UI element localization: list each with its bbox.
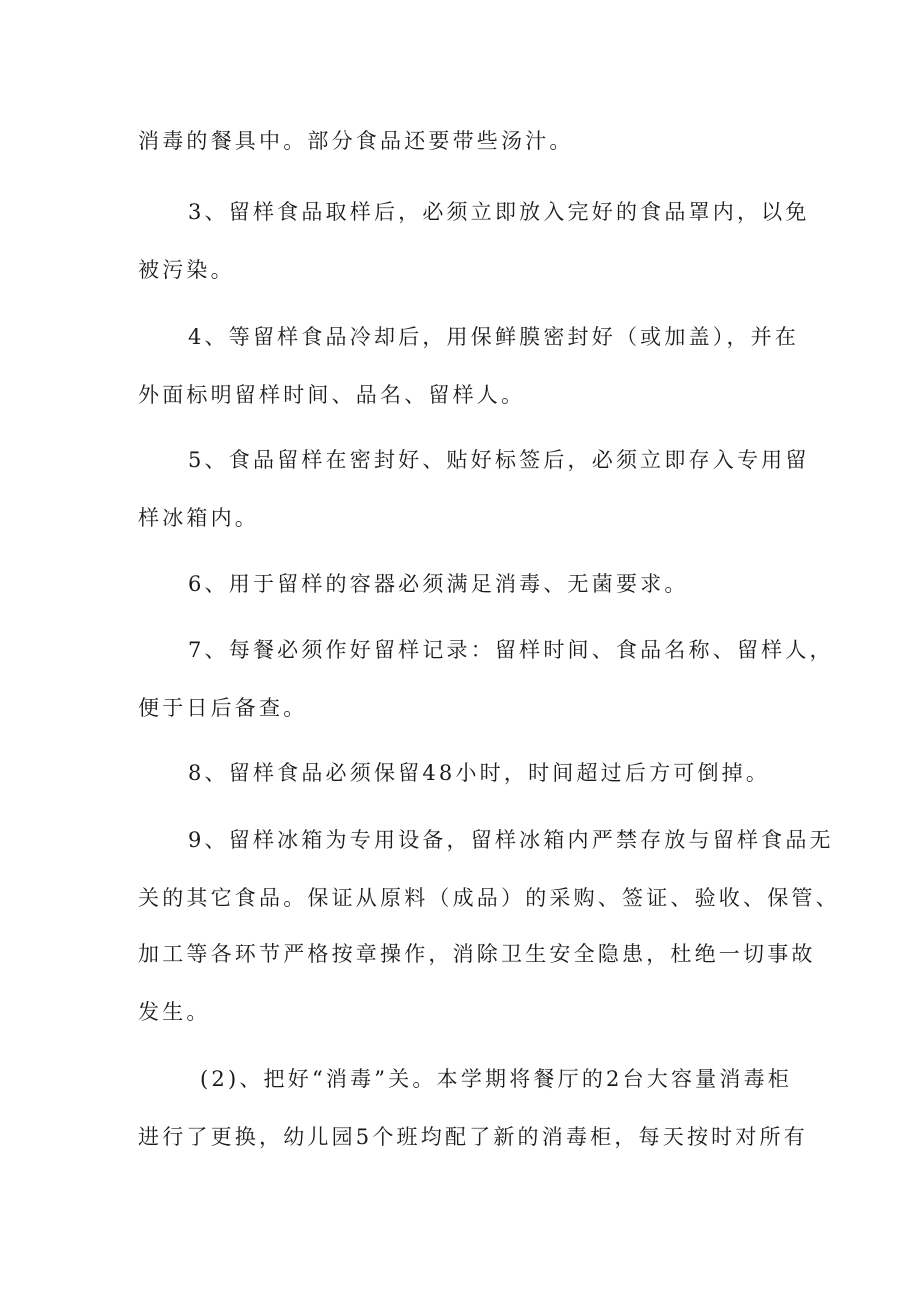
text-line: 加工等各环节严格按章操作，消除卫生安全隐患，杜绝一切事故: [138, 942, 816, 966]
text-line: 消毒的餐具中。部分食品还要带些汤汁。: [138, 129, 574, 153]
text-line: 5、食品留样在密封好、贴好标签后，必须立即存入专用留: [188, 448, 810, 472]
text-line: 样冰箱内。: [138, 506, 259, 530]
text-line: 8、留样食品必须保留48小时，时间超过后方可倒掉。: [188, 761, 771, 785]
text-line: 3、留样食品取样后，必须立即放入完好的食品罩内，以免: [188, 200, 810, 224]
text-line: 便于日后备查。: [138, 696, 308, 720]
text-line: 6、用于留样的容器必须满足消毒、无菌要求。: [188, 572, 689, 596]
text-line: 9、留样冰箱为专用设备，留样冰箱内严禁存放与留样食品无: [188, 828, 834, 852]
text-line: 被污染。: [138, 258, 235, 282]
text-line: 进行了更换，幼儿园5个班均配了新的消毒柜，每天按时对所有: [138, 1125, 808, 1149]
text-line: 外面标明留样时间、品名、留样人。: [138, 383, 526, 407]
text-line: 关的其它食品。保证从原料（成品）的采购、签证、验收、保管、: [138, 886, 840, 910]
text-line: 4、等留样食品冷却后，用保鲜膜密封好（或加盖），并在: [188, 325, 800, 349]
text-line: (2)、把好“消毒”关。本学期将餐厅的2台大容量消毒柜: [200, 1067, 792, 1091]
text-line: 7、每餐必须作好留样记录：留样时间、食品名称、留样人，: [188, 638, 834, 662]
text-line: 发生。: [138, 1000, 211, 1024]
